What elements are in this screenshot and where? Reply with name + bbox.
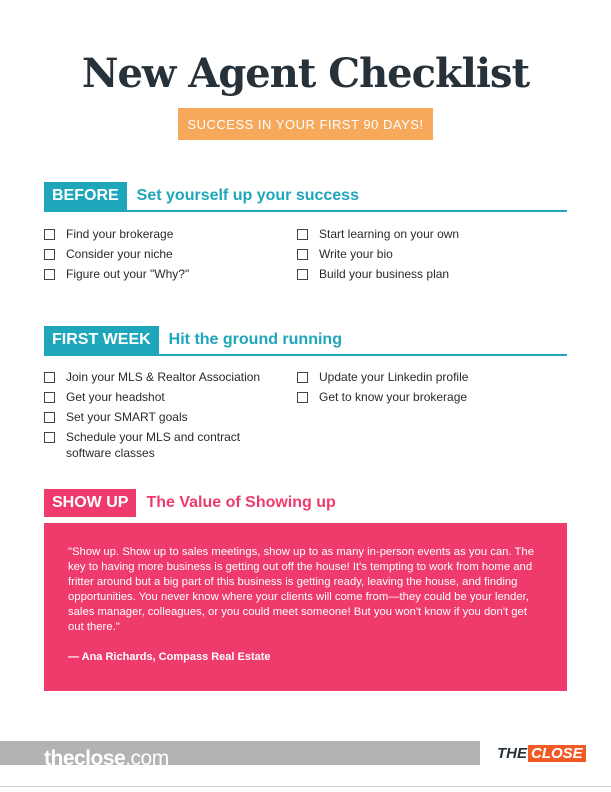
section-first-week-right-list [297,369,468,409]
section-show-up-header [44,489,567,519]
page-title: New Agent Checklist [81,50,530,97]
checklist-item[interactable]: Set your SMART goals [44,409,274,425]
checklist-item[interactable]: Schedule your MLS and contract software classes [44,429,274,461]
checkbox[interactable] [44,392,55,403]
section-tag: FIRST WEEK [44,326,159,354]
section-first-week-header [44,326,567,356]
checklist-item[interactable]: Update your Linkedin profile [297,369,468,385]
checklist-item[interactable]: Join your MLS & Realtor Association [44,369,274,385]
checkbox[interactable] [297,372,308,383]
section-before-left-list [44,226,189,286]
checkbox[interactable] [297,229,308,240]
site-name: theclose [44,747,126,770]
checkbox[interactable] [297,249,308,260]
checkbox[interactable] [297,269,308,280]
quote-attribution: — Ana Richards, Compass Real Estate [68,651,271,663]
checklist-item[interactable]: Consider your niche [44,246,189,262]
section-heading: Hit the ground running [168,331,342,348]
checkbox[interactable] [44,269,55,280]
checklist-item[interactable]: Write your bio [297,246,459,262]
quote-text: "Show up. Show up to sales meetings, show up to as many in-person events as you can. The key to having more business is getting out off the house! It's tempting to work from home and fritter around but a big part of this business is getting ready, leaving the house, and finding opportunities. You never know where your clients will come from—they could be your lender, sales manager, colleagues, or you could meet someone! But you won't know if you don't get out there." [68,546,534,633]
checklist-item[interactable]: Build your business plan [297,266,459,282]
page-bottom-rule [0,786,611,787]
logo-part-close: CLOSE [528,745,586,762]
logo-part-the: THE [497,745,527,762]
section-first-week-left-list [44,369,274,465]
checkbox[interactable] [44,372,55,383]
checkbox[interactable] [44,432,55,443]
section-tag: SHOW UP [44,489,136,517]
footer-site-link[interactable] [44,746,169,772]
checklist-item[interactable]: Get your headshot [44,389,274,405]
checkbox[interactable] [44,229,55,240]
brand-logo [497,744,586,763]
section-before-right-list [297,226,459,286]
quote-panel [44,523,567,691]
checkbox[interactable] [44,249,55,260]
subtitle-banner: SUCCESS IN YOUR FIRST 90 DAYS! [178,108,433,140]
checkbox[interactable] [297,392,308,403]
section-tag: BEFORE [44,182,127,210]
checklist-item[interactable]: Find your brokerage [44,226,189,242]
site-tld: .com [125,747,169,770]
checklist-item[interactable]: Get to know your brokerage [297,389,468,405]
checkbox[interactable] [44,412,55,423]
checklist-item[interactable]: Start learning on your own [297,226,459,242]
section-before-header [44,182,567,212]
checklist-item[interactable]: Figure out your "Why?" [44,266,189,282]
section-heading: The Value of Showing up [146,494,336,511]
section-heading: Set yourself up your success [136,187,359,204]
